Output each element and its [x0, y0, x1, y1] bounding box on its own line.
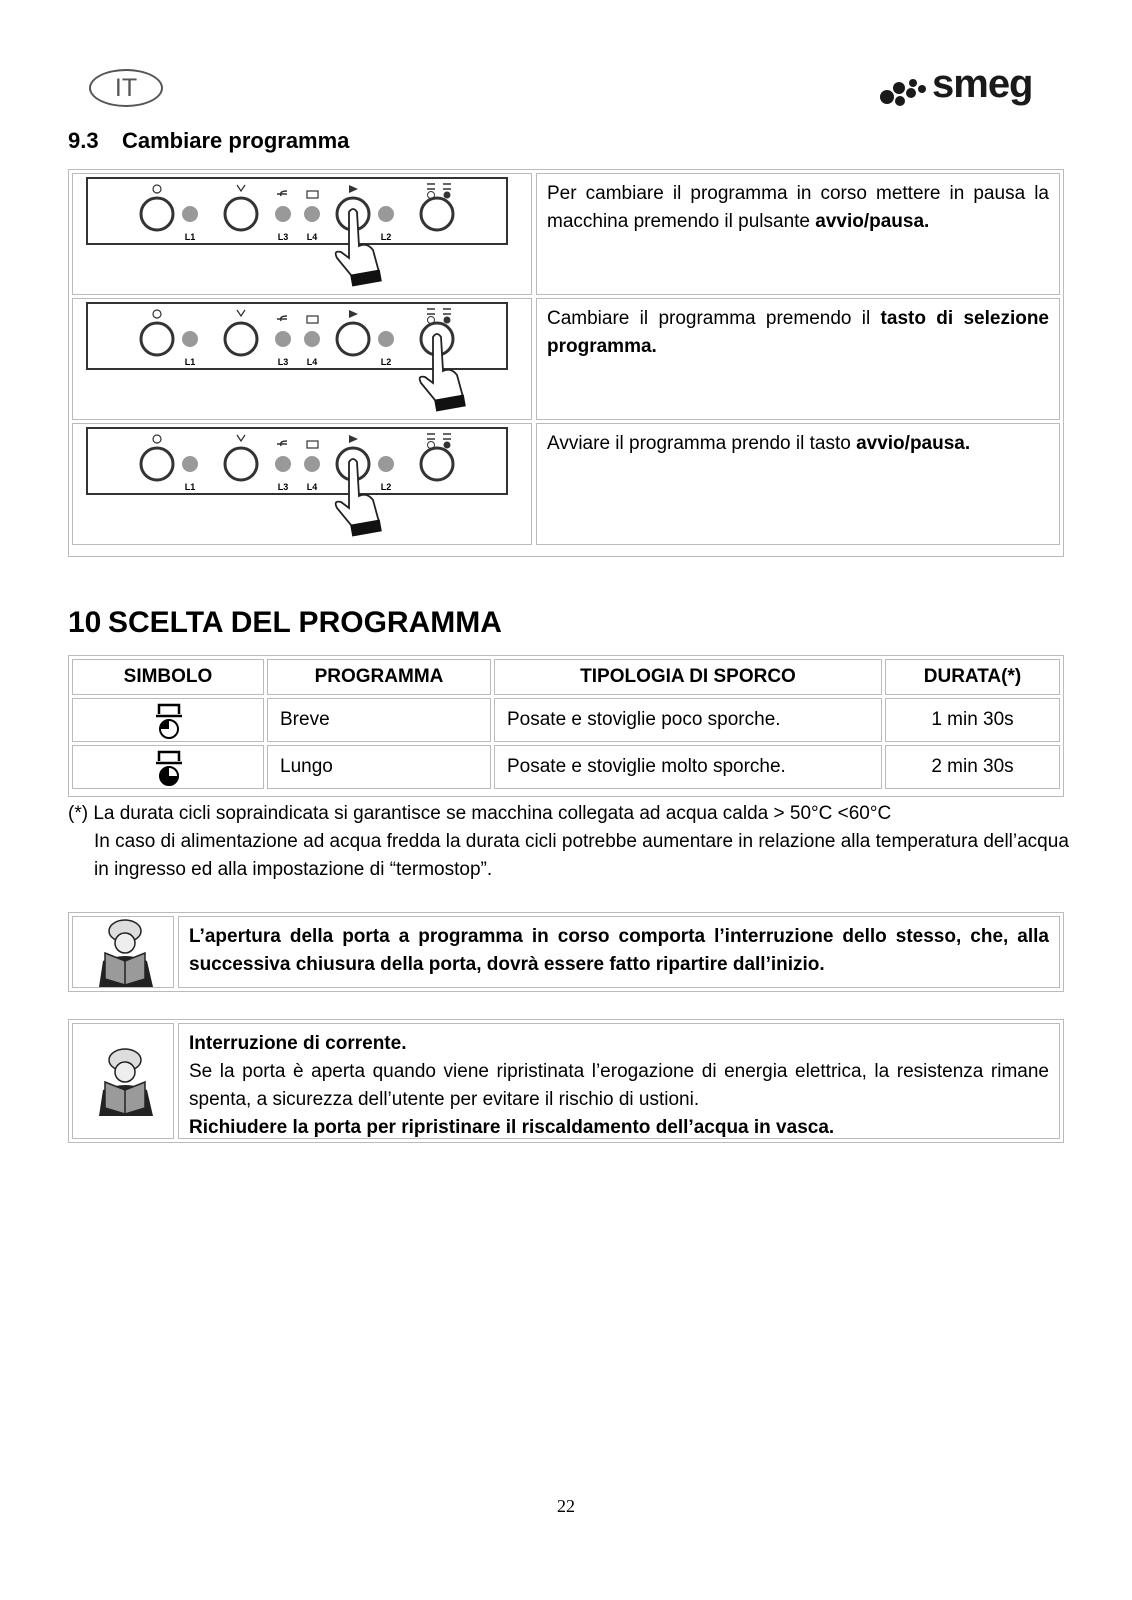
notice-power-interruption [68, 1019, 1064, 1143]
control-panel-illustration [72, 173, 532, 295]
program-symbol-cell [72, 698, 264, 742]
power-button [141, 448, 173, 480]
step-row [72, 173, 1060, 295]
notice-door-opening [68, 912, 1064, 992]
notice-title: Interruzione di corrente. [189, 1033, 407, 1054]
led-label: L1 [184, 232, 196, 242]
led-indicator [275, 456, 291, 472]
section-title-text: Cambiare programma [122, 128, 350, 153]
step-description: Avviare il programma prendo il tasto avvio/pausa. [536, 423, 1060, 545]
control-panel-illustration [72, 298, 532, 420]
section-number: 9.3 [68, 128, 99, 153]
program-name: Lungo [267, 745, 491, 789]
section-title [68, 606, 502, 640]
duration-footnote: (*) La durata cicli sopraindicata si garantisce se macchina collegata ad acqua calda > 50°C <60°C [68, 803, 892, 824]
reading-man-icon [72, 1023, 174, 1139]
notice-action: Richiudere la porta per ripristinare il riscaldamento dell’acqua in vasca. [189, 1117, 835, 1138]
led-label: L4 [306, 232, 318, 242]
notice-text: L’apertura della porta a programma in corso comporta l’interruzione dello stesso, che, alla successiva chiusura della porta, dovrà essere fatto ripartire dall’inizio. [178, 916, 1060, 988]
half-load-button [225, 198, 257, 230]
program-duration: 2 min 30s [885, 745, 1060, 789]
steps-table [68, 169, 1064, 557]
soil-type: Posate e stoviglie poco sporche. [494, 698, 882, 742]
step-row [72, 298, 1060, 420]
led-indicator [182, 456, 198, 472]
led-label: L3 [277, 482, 289, 492]
column-header: SIMBOLO [72, 659, 264, 695]
led-indicator [182, 206, 198, 222]
brand-name: smeg [932, 62, 1033, 106]
program-select-button [421, 198, 453, 230]
half-load-button [225, 323, 257, 355]
led-label: L2 [380, 357, 392, 367]
notice-body: Se la porta è aperta quando viene ripristinata l’erogazione di energia elettrica, la resistenza rimane spenta, a sicurezza dell’utente per evitare il rischio di ustioni. [189, 1061, 1049, 1110]
soil-type: Posate e stoviglie molto sporche. [494, 745, 882, 789]
reading-man-drawing [99, 1049, 153, 1116]
led-label: L2 [380, 482, 392, 492]
led-indicator [378, 331, 394, 347]
power-button [141, 198, 173, 230]
led-label: L1 [184, 357, 196, 367]
reading-man-icon [72, 916, 174, 988]
led-label: L1 [184, 482, 196, 492]
notice-text [178, 1023, 1060, 1139]
led-indicator [378, 206, 394, 222]
step-description: Cambiare il programma premendo il tasto di selezione programma. [536, 298, 1060, 420]
program-duration: 1 min 30s [885, 698, 1060, 742]
column-header: PROGRAMMA [267, 659, 491, 695]
program-symbol-cell [72, 745, 264, 789]
duration-footnote-detail: In caso di alimentazione ad acqua fredda la durata cicli potrebbe aumentare in relazione alla temperatura dell’acqua in ingresso ed alla impostazione di “termostop”. [94, 831, 1069, 880]
program-select-button [421, 448, 453, 480]
power-button [141, 323, 173, 355]
program-table [68, 655, 1064, 797]
brand-logo-icon [880, 76, 932, 106]
section-title [68, 128, 349, 154]
led-label: L3 [277, 232, 289, 242]
led-indicator [182, 331, 198, 347]
led-indicator [275, 331, 291, 347]
led-label: L4 [306, 357, 318, 367]
reading-man-drawing [99, 920, 153, 987]
led-label: L4 [306, 482, 318, 492]
program-name: Breve [267, 698, 491, 742]
led-indicator [304, 456, 320, 472]
led-indicator [275, 206, 291, 222]
program-short-icon [149, 699, 189, 741]
column-header: TIPOLOGIA DI SPORCO [494, 659, 882, 695]
page-number: 22 [557, 1496, 575, 1516]
step-row [72, 423, 1060, 545]
section-number: 10 [68, 606, 102, 639]
section-title-text: SCELTA DEL PROGRAMMA [108, 606, 502, 639]
led-indicator [378, 456, 394, 472]
column-header: DURATA(*) [885, 659, 1060, 695]
led-label: L3 [277, 357, 289, 367]
start-pause-button [337, 323, 369, 355]
led-indicator [304, 331, 320, 347]
half-load-button [225, 448, 257, 480]
led-label: L2 [380, 232, 392, 242]
control-panel-illustration [72, 423, 532, 545]
step-description: Per cambiare il programma in corso mettere in pausa la macchina premendo il pulsante avvio/pausa. [536, 173, 1060, 295]
led-indicator [304, 206, 320, 222]
language-badge: IT [89, 69, 163, 107]
program-long-icon [149, 746, 189, 788]
